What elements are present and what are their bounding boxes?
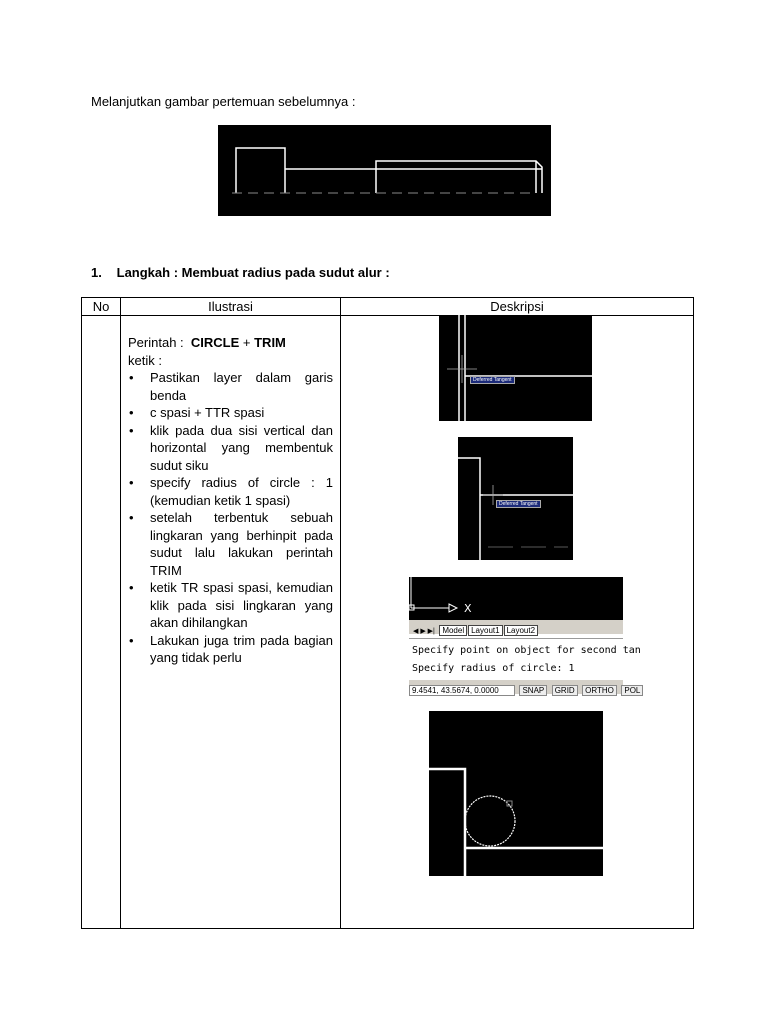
- ucs-icon: [409, 577, 623, 620]
- step-item: • klik pada dua sisi vertical dan horizontal yang membentuk sudut siku: [150, 422, 333, 475]
- command-line-1: Specify point on object for second tan: [412, 645, 641, 656]
- layout-tabs-bar: ◀ ▶ ▶| Model Layout1 Layout2: [409, 620, 623, 634]
- perintah-line: [128, 334, 333, 352]
- svg-text:X: X: [464, 602, 472, 615]
- tooltip-deferred-tangent: Deferred Tangent: [470, 376, 515, 384]
- cmd-trim: TRIM: [254, 335, 286, 350]
- heading-number: 1.: [91, 265, 102, 280]
- command-line[interactable]: [409, 638, 641, 683]
- coordinate-readout: 9.4541, 43.5674, 0.0000: [409, 685, 515, 696]
- header-deskripsi: Deskripsi: [341, 298, 694, 316]
- command-line-2: Specify radius of circle: 1: [412, 663, 575, 674]
- cad-circle-drawing: [429, 711, 603, 876]
- cad-lines: [439, 315, 592, 421]
- cad-screenshot-tangent-2: [458, 437, 573, 560]
- cad-profile-drawing: [218, 125, 551, 216]
- tab-layout1[interactable]: Layout1: [468, 625, 502, 636]
- perintah-label: Perintah :: [128, 335, 184, 350]
- step-heading: [91, 265, 390, 280]
- step-item: • ketik TR spasi spasi, kemudian klik pada sisi lingkaran yang akan dihilangkan: [150, 579, 333, 632]
- tab-layout2[interactable]: Layout2: [504, 625, 538, 636]
- grid-button[interactable]: GRID: [552, 685, 578, 696]
- step-item: • Pastikan layer dalam garis benda: [150, 369, 333, 404]
- heading-text: Langkah : Membuat radius pada sudut alur :: [116, 265, 390, 280]
- step-item: • specify radius of circle : 1 (kemudian ketik 1 spasi): [150, 474, 333, 509]
- tab-model[interactable]: Model: [439, 625, 467, 636]
- steps-list: [128, 369, 333, 667]
- ketik-label: ketik :: [128, 352, 162, 368]
- ortho-button[interactable]: ORTHO: [582, 685, 617, 696]
- cell-ilustrasi: [121, 316, 341, 929]
- step-item: • setelah terbentuk sebuah lingkaran yang berhinpit pada sudut lalu lakukan perintah TRIM: [150, 509, 333, 579]
- header-no: No: [82, 298, 121, 316]
- cad-viewport: [409, 577, 623, 620]
- step-item: • Lakukan juga trim pada bagian yang tidak perlu: [150, 632, 333, 667]
- header-ilustrasi: Ilustrasi: [121, 298, 341, 316]
- cell-no: [82, 316, 121, 929]
- snap-button[interactable]: SNAP: [519, 685, 547, 696]
- cad-drawing-overview: [218, 125, 551, 216]
- intro-text: Melanjutkan gambar pertemuan sebelumnya :: [91, 94, 356, 109]
- cmd-plus: +: [239, 335, 255, 350]
- step-item: • c spasi + TTR spasi: [150, 404, 333, 422]
- cmd-circle: CIRCLE: [190, 335, 240, 350]
- polar-button[interactable]: POL: [621, 685, 643, 696]
- status-bar: [409, 680, 641, 695]
- cad-screenshot-circle: [429, 711, 603, 876]
- cad-command-screenshot: [409, 577, 641, 695]
- cad-lines: [458, 437, 573, 560]
- cad-screenshot-tangent-1: [439, 315, 592, 421]
- tooltip-deferred-tangent: Deferred Tangent: [496, 500, 541, 508]
